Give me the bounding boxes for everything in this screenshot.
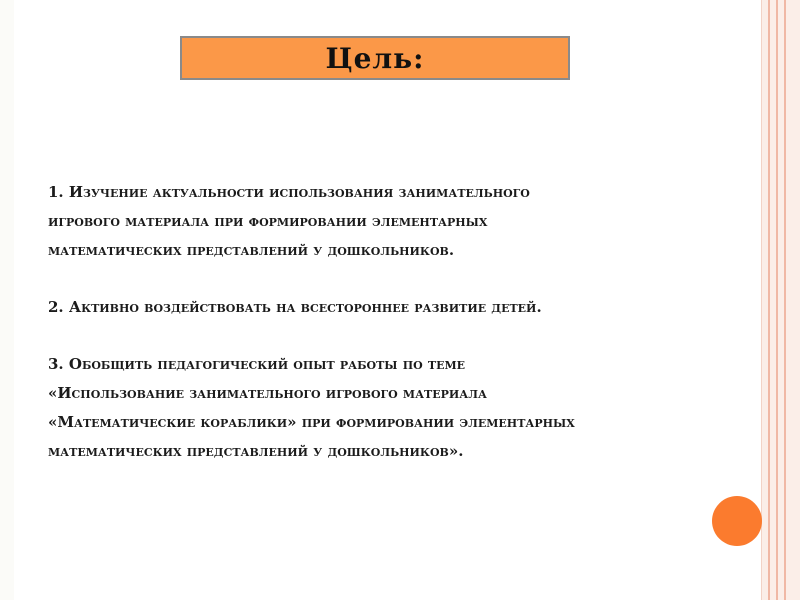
border-line bbox=[784, 0, 786, 600]
goal-item-2: 2. Активно воздействовать на всестороннее развитие детей. bbox=[48, 298, 542, 316]
decorative-circle-icon bbox=[712, 496, 762, 546]
slide-title-box bbox=[180, 36, 570, 80]
slide-right-border bbox=[761, 0, 800, 600]
slide-title: Цель: bbox=[325, 41, 425, 75]
border-line bbox=[768, 0, 770, 600]
goals-list bbox=[48, 178, 748, 466]
slide-left-border bbox=[0, 0, 14, 600]
goal-item-3: 3. Обобщить педагогический опыт работы по теме «Использование занимательного игрового материала «Математические кораблики» при формировании элементарных математических представлений у дошкольников». bbox=[48, 355, 575, 460]
border-line bbox=[776, 0, 778, 600]
goal-item-1: 1. Изучение актуальности использования занимательного игрового материала при формировании элементарных математических представлений у дошкольников. bbox=[48, 183, 530, 259]
